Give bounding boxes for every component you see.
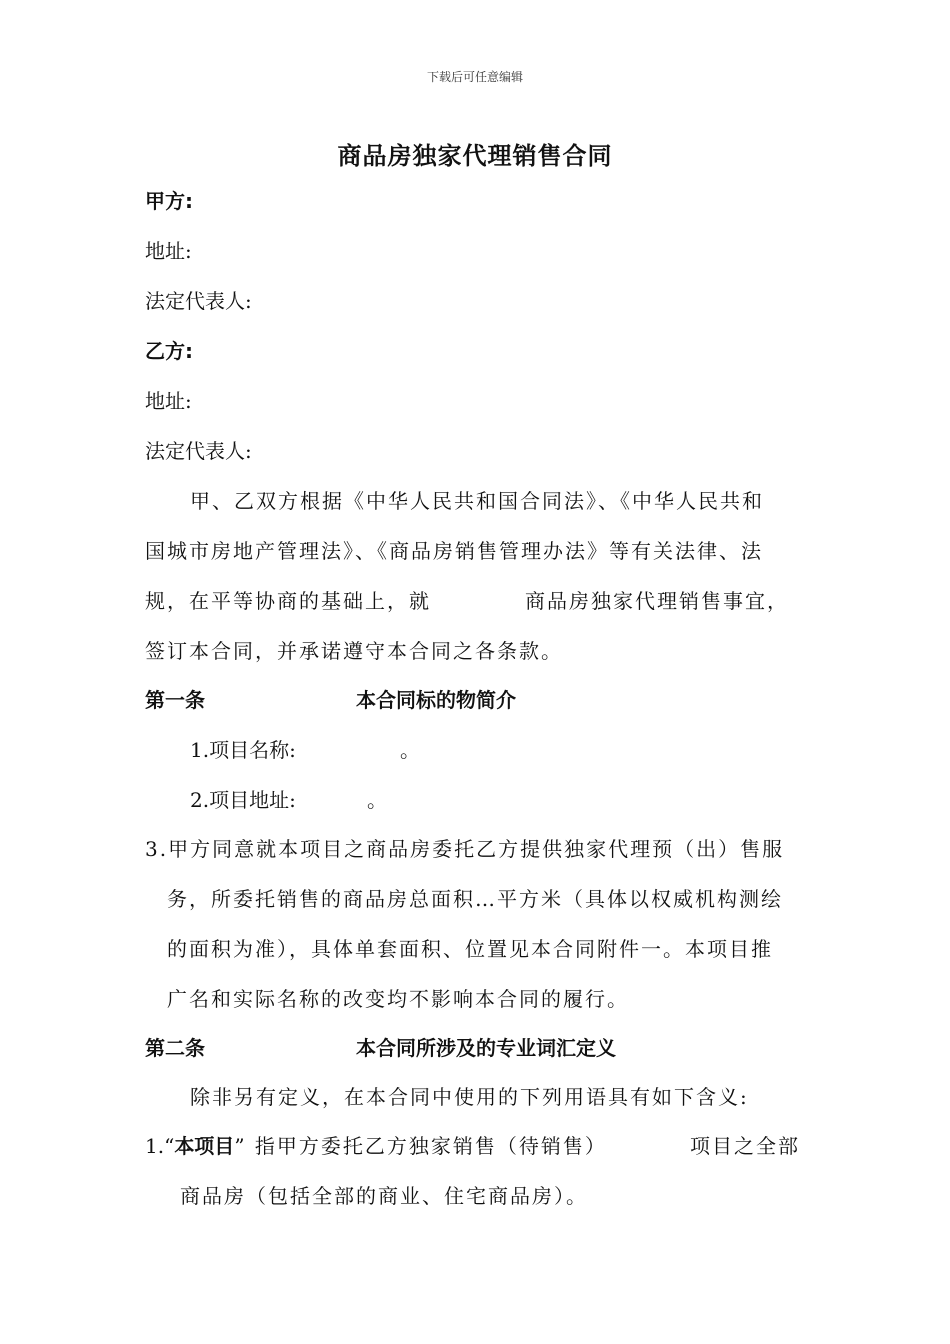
preamble-line-3: 规，在平等协商的基础上，就: [145, 589, 431, 613]
article-1-title: 本合同标的物简介: [356, 688, 516, 712]
preamble-line-1: 甲、乙双方根据《中华人民共和国合同法》、《中华人民共和: [190, 489, 764, 513]
party-b-address: 地址:: [145, 389, 192, 413]
article-1-item-2: 2.项目地址:: [190, 788, 296, 812]
party-a-label: 甲方:: [145, 189, 193, 213]
article-1-item-3-line-2: 务，所委托销售的商品房总面积…平方米（具体以权威机构测绘: [167, 887, 783, 911]
party-b-label: 乙方:: [145, 339, 193, 363]
preamble-line-3-tail: 商品房独家代理销售事宜，: [525, 589, 789, 613]
article-2-number: 第二条: [145, 1036, 205, 1060]
article-1-item-1: 1.项目名称:: [190, 738, 296, 762]
definition-1-prefix: 1.“: [145, 1134, 175, 1158]
article-1-item-3-line-3: 的面积为准），具体单套面积、位置见本合同附件一。本项目推: [167, 937, 773, 961]
party-b-representative: 法定代表人:: [145, 439, 252, 463]
party-a-representative: 法定代表人:: [145, 289, 252, 313]
definition-1-line-2: 商品房（包括全部的商业、住宅商品房）。: [180, 1184, 588, 1208]
page-header: 下载后可任意编辑: [426, 70, 523, 84]
definition-1-text: ” 指甲方委托乙方独家销售（待销售）: [234, 1134, 607, 1158]
article-1-item-2-end: 。: [367, 788, 387, 812]
definition-1-tail: 项目之全部: [690, 1134, 800, 1158]
party-a-address: 地址:: [145, 239, 192, 263]
article-1-number: 第一条: [145, 688, 205, 712]
definition-1-line-1: [145, 1131, 607, 1161]
article-1-item-1-end: 。: [400, 738, 420, 762]
article-2-intro: 除非另有定义，在本合同中使用的下列用语具有如下含义:: [190, 1085, 749, 1109]
article-1-item-3-line-4: 广名和实际名称的改变均不影响本合同的履行。: [167, 987, 629, 1011]
preamble-line-2: 国城市房地产管理法》、《商品房销售管理办法》等有关法律、法: [145, 539, 763, 563]
article-2-title: 本合同所涉及的专业词汇定义: [356, 1036, 616, 1060]
article-1-item-3-line-1: 3.甲方同意就本项目之商品房委托乙方提供独家代理预（出）售服: [145, 837, 785, 861]
definition-1-term: 本项目: [174, 1134, 235, 1158]
preamble-line-4: 签订本合同，并承诺遵守本合同之各条款。: [145, 639, 563, 663]
document-title: 商品房独家代理销售合同: [337, 142, 613, 170]
